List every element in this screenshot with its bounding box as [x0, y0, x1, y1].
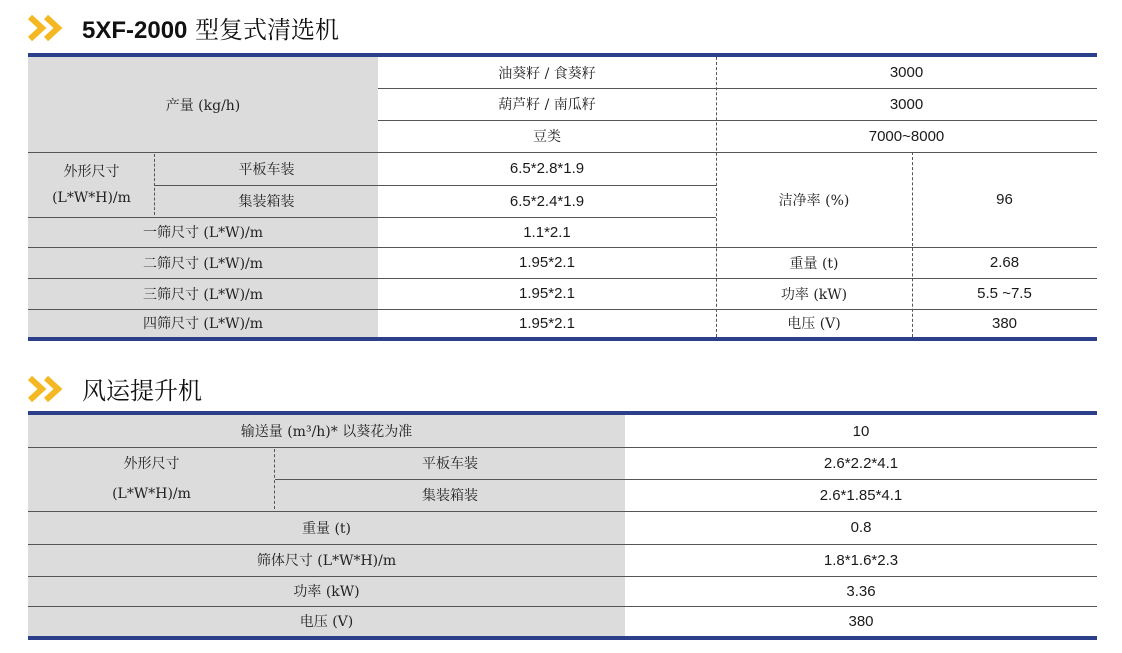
row-divider [28, 544, 1097, 545]
output-value-3: 7000~8000 [868, 127, 945, 145]
clean-rate-value: 96 [996, 191, 1013, 208]
elev-screen-size-label: 筛体尺寸 (L*W*H)/m [28, 544, 625, 576]
elev-dim-flatbed-value: 2.6*2.2*4.1 [823, 454, 899, 472]
column-divider [716, 57, 717, 337]
spec-table-elevator [28, 411, 1097, 640]
output-item-2: 葫芦籽 / 南瓜籽 [498, 97, 596, 113]
elev-dim-container-label: 集装箱装 [275, 479, 625, 511]
sieve1-value: 1.1*2.1 [523, 223, 571, 241]
sieve1-label: 一筛尺寸 (L*W)/m [28, 217, 378, 247]
output-label: 产量 (kg/h) [28, 57, 378, 152]
row-divider [28, 309, 1097, 310]
section2-header [28, 371, 202, 406]
voltage-label: 电压 (V) [787, 316, 841, 332]
dimensions-label-line1: 外形尺寸 [63, 163, 120, 180]
elev-weight-label: 重量 (t) [28, 511, 625, 544]
section1-title-model: 5XF-2000 [82, 17, 188, 44]
row-divider [378, 88, 1097, 89]
double-chevron-icon [28, 376, 68, 402]
output-value-1: 3000 [889, 64, 924, 81]
power-label: 功率 (kW) [780, 286, 848, 303]
output-item-1: 油葵籽 / 食葵籽 [498, 65, 596, 82]
elev-voltage-label: 电压 (V) [28, 606, 625, 636]
section1-title-name: 型复式清选机 [187, 16, 340, 44]
conveying-label: 输送量 (m³/h)* 以葵花为准 [28, 415, 625, 447]
weight-value: 2.68 [989, 254, 1020, 271]
clean-rate-label: 洁净率 (%) [778, 192, 850, 209]
dimensions-label-2-line2: (L*W*H)/m [112, 486, 191, 502]
elev-screen-size-value: 1.8*1.6*2.3 [823, 551, 899, 569]
row-divider [28, 278, 1097, 279]
section1-header [28, 10, 339, 45]
dimensions-label-2-line1: 外形尺寸 [123, 456, 180, 472]
output-item-3: 豆类 [533, 129, 561, 145]
sieve4-value: 1.95*2.1 [519, 314, 575, 332]
dim-container-label: 集装箱装 [155, 185, 378, 217]
weight-label: 重量 (t) [789, 255, 839, 272]
elev-power-label: 功率 (kW) [28, 576, 625, 606]
row-divider [28, 247, 1097, 248]
row-divider [28, 511, 1097, 512]
dimensions-label-2 [28, 447, 275, 511]
section1-title [82, 10, 339, 45]
dim-container-value: 6.5*2.4*1.9 [509, 192, 585, 210]
dim-flatbed-value: 6.5*2.8*1.9 [509, 160, 585, 177]
output-value-2: 3000 [889, 95, 924, 113]
column-divider [274, 449, 275, 509]
elev-dim-flatbed-label: 平板车装 [275, 447, 625, 479]
elev-voltage-value: 380 [848, 612, 874, 630]
column-divider [912, 152, 913, 337]
row-divider [28, 606, 1097, 607]
column-divider [154, 154, 155, 215]
elev-power-value: 3.36 [846, 582, 876, 600]
sieve2-label: 二筛尺寸 (L*W)/m [28, 247, 378, 278]
double-chevron-icon [28, 15, 68, 41]
sieve3-value: 1.95*2.1 [519, 285, 575, 302]
power-value: 5.5 ~7.5 [977, 285, 1032, 302]
row-divider [28, 576, 1097, 577]
dimensions-label-line2: (L*W*H)/m [52, 189, 131, 206]
row-divider [378, 120, 1097, 121]
row-divider [155, 185, 716, 186]
elev-weight-value: 0.8 [850, 519, 872, 536]
section2-title: 风运提升机 [82, 377, 202, 405]
sieve4-label: 四筛尺寸 (L*W)/m [28, 309, 378, 337]
sieve2-value: 1.95*2.1 [519, 254, 575, 271]
voltage-value: 380 [991, 314, 1018, 332]
elev-dim-container-value: 2.6*1.85*4.1 [819, 486, 903, 504]
row-divider [28, 152, 1097, 153]
row-divider [275, 479, 1097, 480]
row-divider [28, 217, 716, 218]
conveying-value: 10 [852, 422, 870, 440]
sieve3-label: 三筛尺寸 (L*W)/m [28, 278, 378, 309]
dim-flatbed-label: 平板车装 [155, 152, 378, 185]
spec-table-cleaner [28, 53, 1097, 341]
row-divider [28, 447, 1097, 448]
dimensions-label [28, 152, 155, 217]
